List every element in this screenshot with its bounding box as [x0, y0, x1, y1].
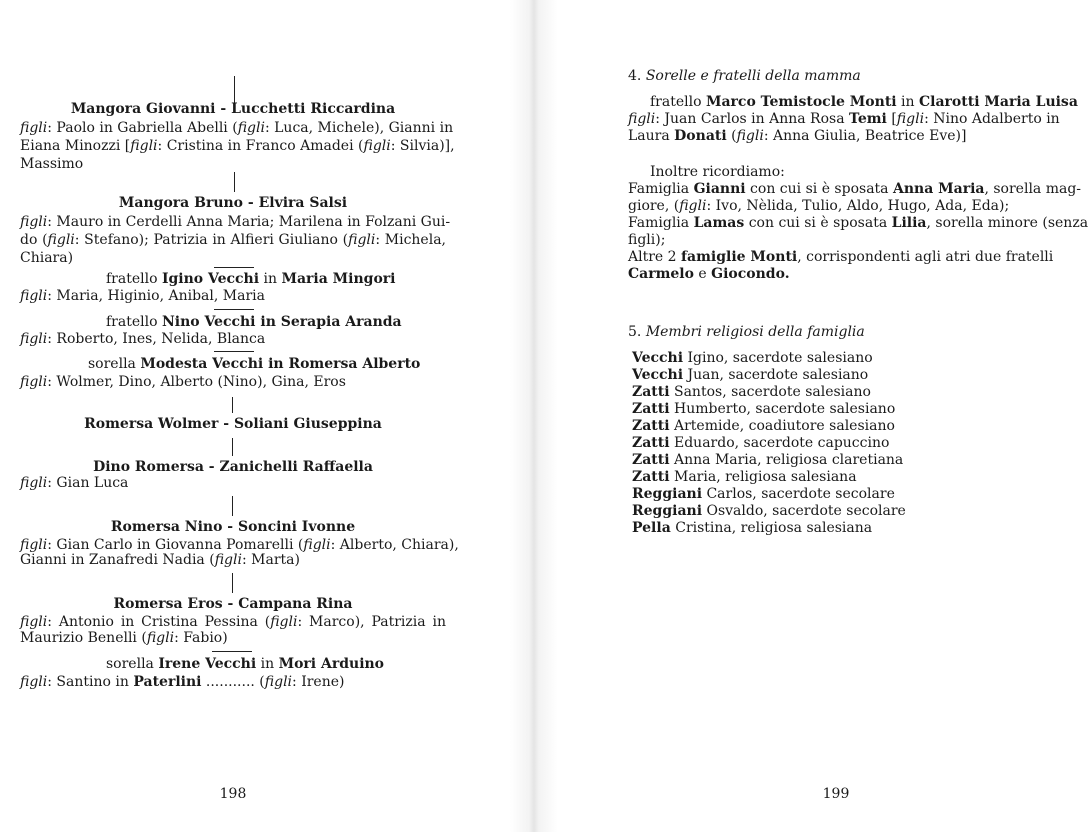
paragraph-line: figli);: [628, 232, 666, 248]
page-number: 198: [219, 786, 247, 802]
children-line: Massimo: [20, 156, 84, 172]
book-gutter: [510, 0, 558, 832]
page-198: [20, 0, 459, 832]
lineage-connector: [232, 397, 233, 413]
couple-heading: Dino Romersa - Zanichelli Raffaella: [93, 459, 373, 475]
paragraph-line: Inoltre ricordiamo:: [650, 164, 785, 180]
list-item: Zatti Santos, sacerdote salesiano: [632, 384, 871, 400]
lineage-connector: [232, 438, 233, 456]
children-line: figli: Gian Luca: [20, 475, 129, 491]
children-line: Gianni in Zanafredi Nadia (figli: Marta): [20, 552, 300, 568]
children-line: do (figli: Stefano); Patrizia in Alfieri Giuliano (figli: Michela,: [20, 232, 446, 248]
couple-member: Mangora Giovanni: [70, 101, 216, 117]
paragraph-line: giore, (figli: Ivo, Nèlida, Tulio, Aldo, Hugo, Ada, Eda);: [628, 198, 1010, 214]
list-item: Reggiani Carlos, sacerdote secolare: [632, 486, 895, 502]
sibling-heading: sorella Irene Vecchi in Mori Arduino: [106, 656, 385, 672]
list-item: Reggiani Osvaldo, sacerdote secolare: [632, 503, 906, 519]
section-heading: 5. Membri religiosi della famiglia: [628, 324, 865, 340]
children-line: Eiana Minozzi [figli: Cristina in Franco Amadei (figli: Silvia)],: [20, 138, 455, 154]
couple-heading: Mangora Bruno - Elvira Salsi: [118, 195, 348, 211]
couple-member: Lucchetti Riccardina: [231, 101, 396, 117]
children-line: figli: Gian Carlo in Giovanna Pomarelli (figli: Alberto, Chiara),: [20, 537, 459, 553]
sibling-heading: fratello Marco Temistocle Monti in Clarotti Maria Luisa: [650, 94, 1078, 110]
children-line: figli: Paolo in Gabriella Abelli (figli: Luca, Michele), Gianni in: [20, 120, 454, 136]
paragraph-line: Famiglia Gianni con cui si è sposata Anna Maria, sorella mag-: [628, 181, 1082, 197]
children-line: Chiara): [20, 250, 74, 266]
children-line: figli: Mauro in Cerdelli Anna Maria; Marilena in Folzani Gui-: [20, 214, 451, 230]
children-line: figli: Wolmer, Dino, Alberto (Nino), Gina, Eros: [20, 374, 346, 390]
sibling-heading: fratello Nino Vecchi in Serapia Aranda: [106, 314, 402, 330]
children-line: figli: Maria, Higinio, Anibal, Maria: [20, 288, 265, 304]
couple-heading: Romersa Wolmer - Soliani Giuseppina: [84, 416, 382, 432]
children-line: figli: Antonio in Cristina Pessina (figli: Marco), Patrizia in: [20, 614, 446, 630]
paragraph-line: Altre 2 famiglie Monti, corrispondenti agli atri due fratelli: [628, 249, 1054, 265]
page-number: 199: [822, 786, 850, 802]
lineage-rule: [214, 267, 254, 268]
couple-heading: Romersa Eros - Campana Rina: [113, 596, 353, 612]
section-heading: 4. Sorelle e fratelli della mamma: [628, 68, 861, 84]
list-item: Zatti Humberto, sacerdote salesiano: [632, 401, 896, 417]
list-item: Vecchi Juan, sacerdote salesiano: [632, 367, 869, 383]
list-item: Vecchi Igino, sacerdote salesiano: [632, 350, 873, 366]
lineage-rule: [214, 309, 254, 310]
list-item: Pella Cristina, religiosa salesiana: [632, 520, 873, 536]
sibling-heading: fratello Igino Vecchi in Maria Mingori: [106, 271, 396, 287]
lineage-connector: [232, 496, 233, 516]
paragraph-line: Famiglia Lamas con cui si è sposata Lilia, sorella minore (senza: [628, 215, 1089, 231]
children-line: Maurizio Benelli (figli: Fabio): [20, 630, 228, 646]
children-line: figli: Juan Carlos in Anna Rosa Temi [figli: Nino Adalberto in: [628, 111, 1060, 127]
children-line: Laura Donati (figli: Anna Giulia, Beatrice Eve)]: [628, 128, 967, 144]
list-item: Zatti Artemide, coadiutore salesiano: [632, 418, 895, 434]
children-line: figli: Roberto, Ines, Nelida, Blanca: [20, 331, 266, 347]
couple-heading: [20, 100, 446, 118]
separator: -: [215, 101, 232, 117]
paragraph-line: Carmelo e Giocondo.: [628, 266, 790, 282]
list-item: Zatti Maria, religiosa salesiana: [632, 469, 857, 485]
list-item: Zatti Anna Maria, religiosa claretiana: [632, 452, 904, 468]
couple-heading: Romersa Nino - Soncini Ivonne: [110, 519, 356, 535]
lineage-connector: [232, 573, 233, 593]
list-item: Zatti Eduardo, sacerdote capuccino: [632, 435, 890, 451]
lineage-rule: [212, 651, 252, 652]
sibling-heading: sorella Modesta Vecchi in Romersa Alberto: [88, 356, 421, 372]
lineage-rule: [214, 351, 254, 352]
children-line: figli: Santino in Paterlini ........... (figli: Irene): [20, 674, 345, 690]
page-199: [628, 0, 1089, 832]
lineage-connector: [234, 172, 235, 192]
